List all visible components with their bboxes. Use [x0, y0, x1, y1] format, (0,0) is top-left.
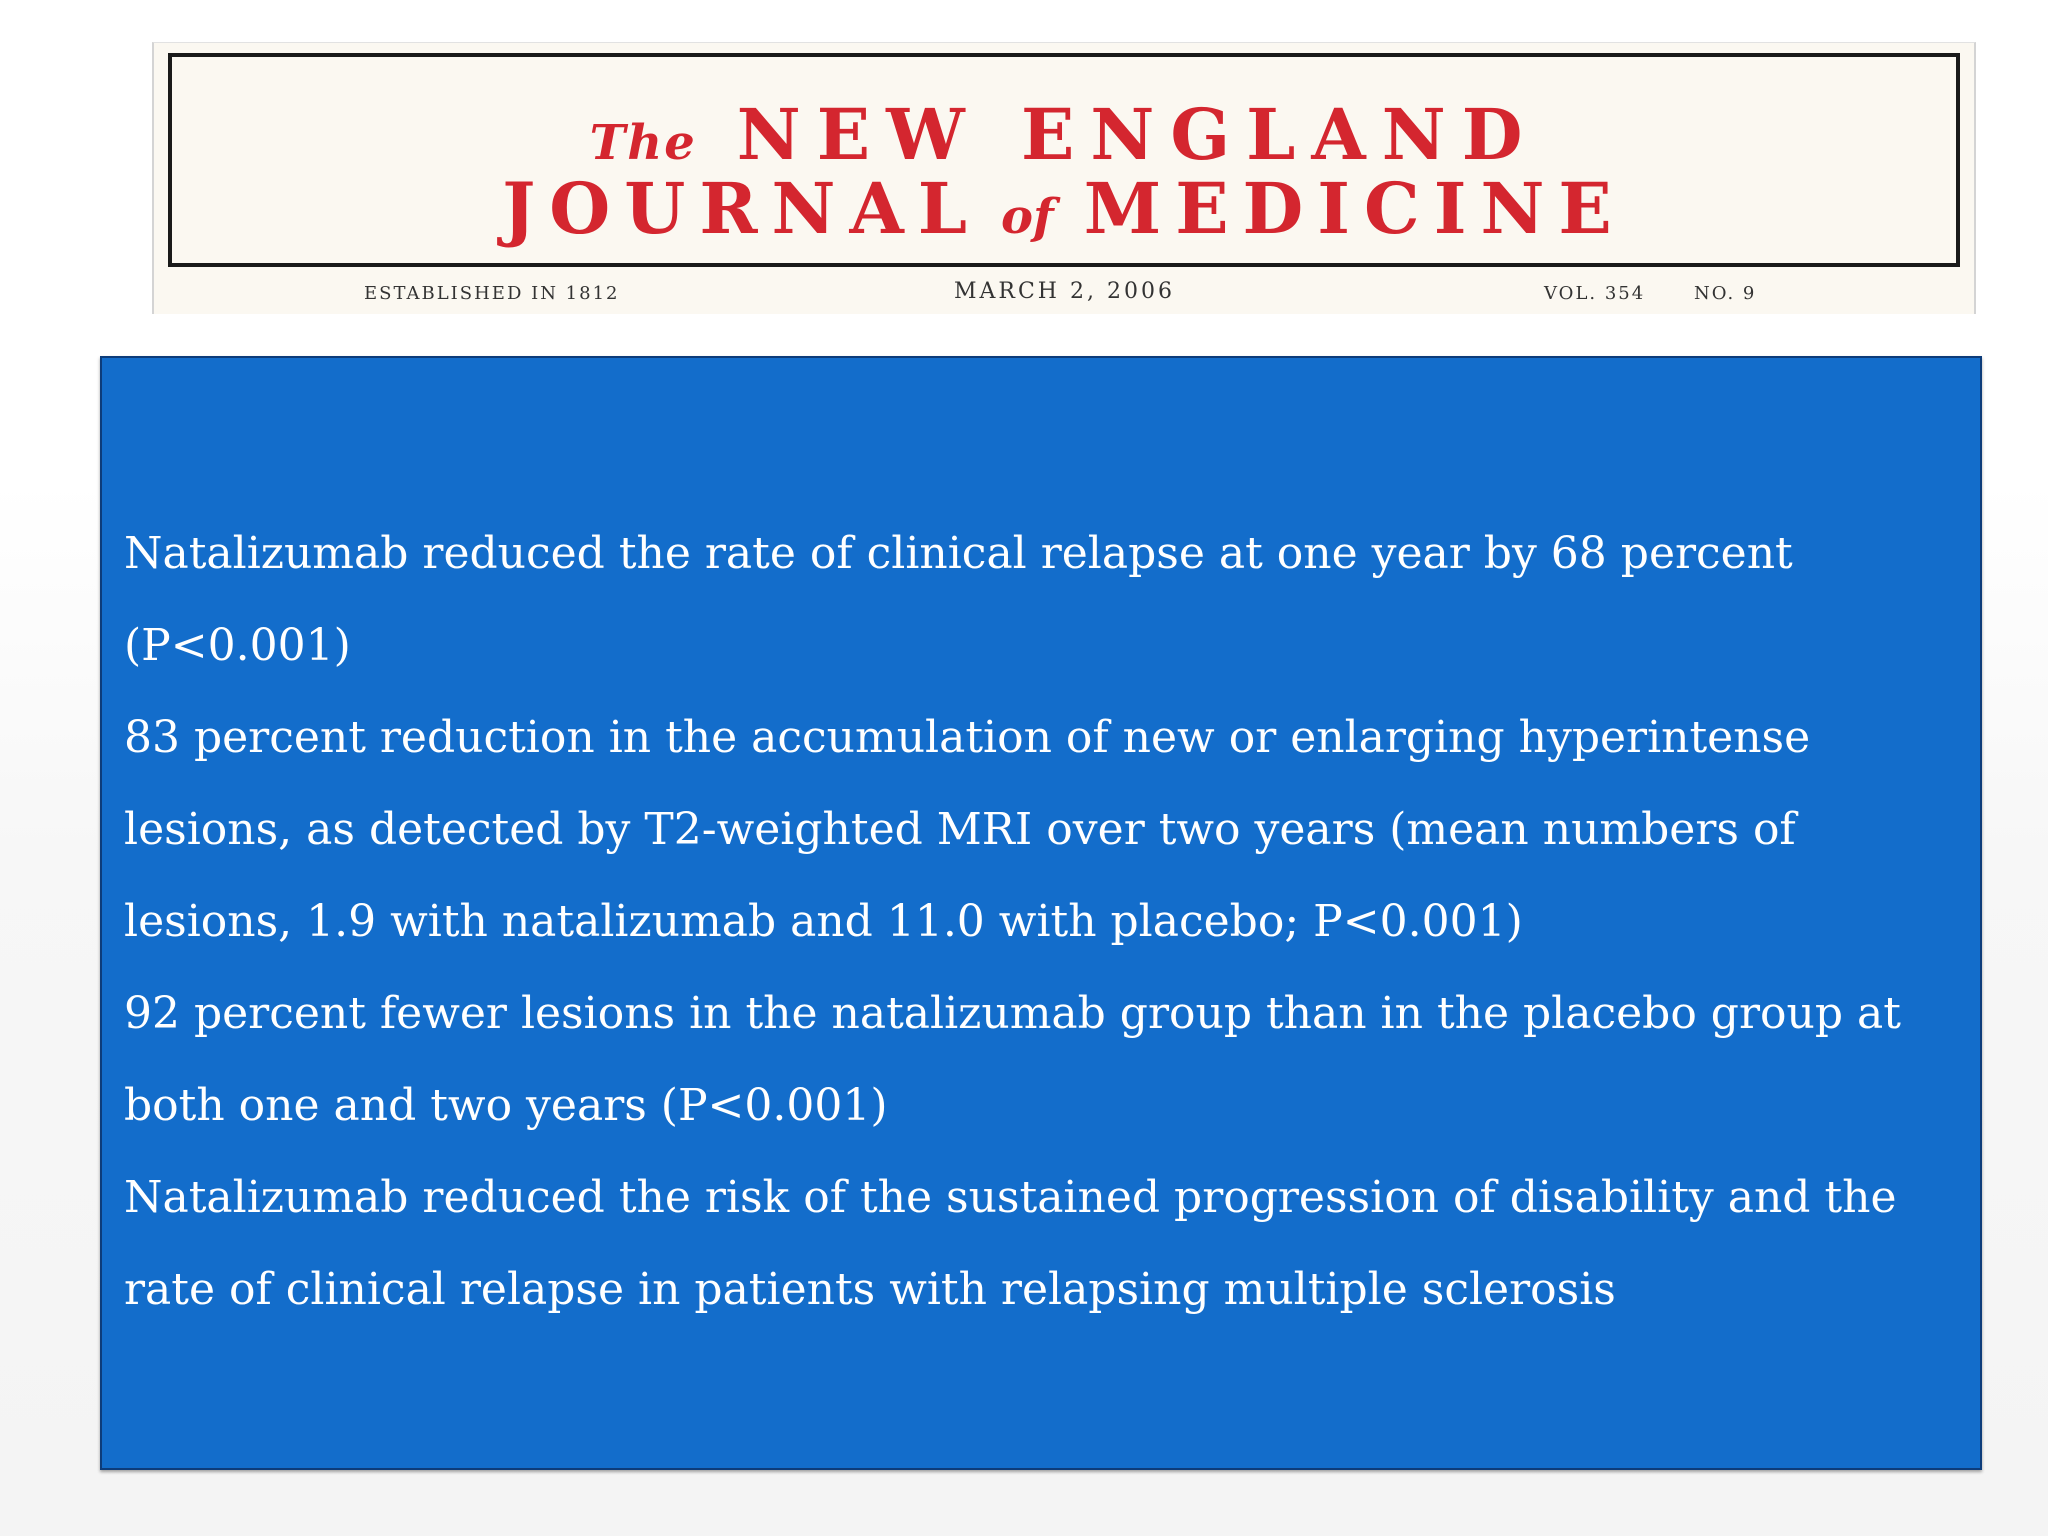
finding-item: Natalizumab reduced the risk of the sustained progression of disability and the rate of clinical relapse in patients with relapsing multiple sclerosis [124, 1172, 1897, 1315]
masthead-volume: VOL. 354 [1544, 283, 1646, 304]
masthead-date: MARCH 2, 2006 [954, 279, 1175, 304]
masthead-title-line-2 [172, 167, 1956, 250]
findings-panel [100, 356, 1982, 1470]
masthead-of: of [1001, 189, 1054, 245]
masthead-number: NO. 9 [1694, 283, 1757, 304]
journal-masthead [152, 42, 1976, 314]
masthead-medicine: MEDICINE [1083, 167, 1626, 250]
masthead-title-box [168, 53, 1960, 267]
finding-item: 83 percent reduction in the accumulation of new or enlarging hyperintense lesions, as detected by T2-weighted MRI over two years (mean numbers of lesions, 1.9 with natalizumab and 11.0 with placebo; P<0.001) [124, 712, 1811, 947]
findings-list [124, 508, 1964, 1336]
finding-item: 92 percent fewer lesions in the natalizumab group than in the placebo group at both one and two years (P<0.001) [124, 988, 1901, 1131]
masthead-new-england: NEW ENGLAND [736, 93, 1539, 176]
finding-item: Natalizumab reduced the rate of clinical relapse at one year by 68 percent (P<0.001) [124, 528, 1793, 671]
masthead-title-line-1 [172, 93, 1956, 176]
masthead-established: ESTABLISHED IN 1812 [364, 283, 620, 304]
masthead-journal: JOURNAL [502, 167, 982, 250]
masthead-the: The [589, 115, 697, 171]
